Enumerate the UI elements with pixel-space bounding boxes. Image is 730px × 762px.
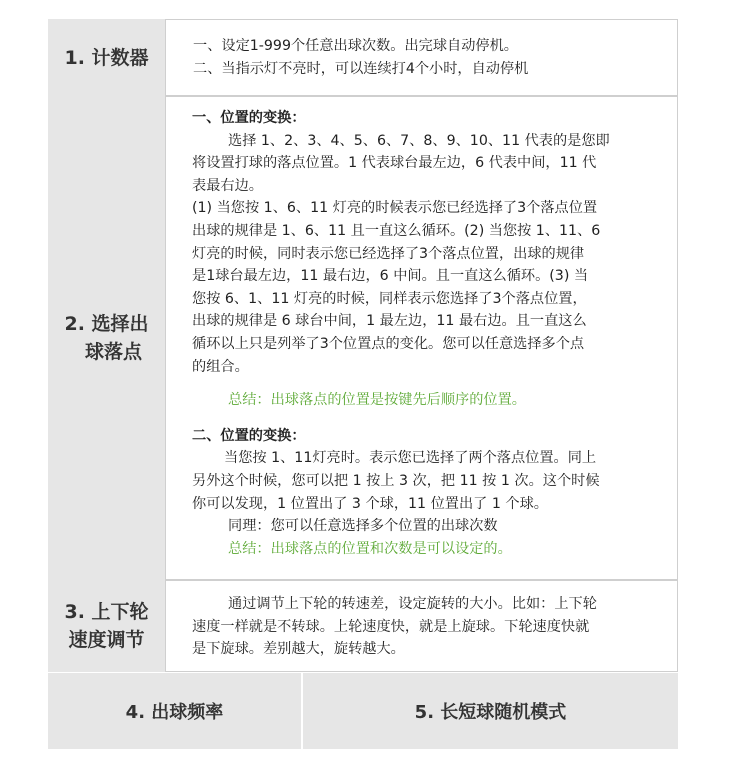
bottom-cell-random-mode	[303, 673, 678, 749]
bottom-cell-label: 4. 出球频率	[125, 702, 224, 723]
row-label-landing-point	[48, 96, 165, 580]
row-content-wheel-speed	[165, 580, 678, 672]
row-label-wheel-speed	[48, 580, 165, 672]
row-label-counter	[48, 19, 165, 96]
row-label-text: 1. 计数器	[64, 46, 149, 69]
text-line: 出球的规律是 1、6、11 且一直这么循环。(2) 当您按 1、11、6	[192, 222, 601, 239]
bottom-cell-label: 5. 长短球随机模式	[414, 702, 567, 723]
section-heading: 一、位置的变换：	[192, 110, 306, 126]
section-heading: 二、位置的变换：	[192, 427, 306, 444]
bottom-cell-frequency	[48, 673, 301, 749]
text-line: 选择 1、2、3、4、5、6、7、8、9、10、11 代表的是您即	[228, 132, 610, 149]
text-line: 一、设定1-999个任意出球次数。出完球自动停机。	[193, 38, 518, 54]
text-line: 您按 6、1、11 灯亮的时候，同样表示您选择了3个落点位置，	[192, 290, 587, 307]
text-line: 循环以上只是列举了3个位置点的变化。您可以任意选择多个点	[192, 335, 585, 352]
row-content-landing-point	[165, 96, 678, 580]
summary-text: 总结：出球落点的位置和次数是可以设定的。	[228, 540, 512, 557]
text-line: 另外这个时候，您可以把 1 按上 3 次，把 11 按 1 次。这个时候	[192, 472, 600, 489]
row-label-text: 速度调节	[68, 629, 145, 651]
text-line: 二、当指示灯不亮时，可以连续打4个小时，自动停机	[193, 60, 529, 77]
summary-text: 总结：出球落点的位置是按键先后顺序的位置。	[228, 392, 526, 409]
row-label-text: 球落点	[84, 341, 142, 363]
text-line: 速度一样就是不转球。上轮速度快，就是上旋球。下轮速度快就	[192, 618, 590, 635]
text-line: 同理：您可以任意选择多个位置的出球次数	[228, 518, 498, 535]
text-line: 当您按 1、11灯亮时。表示您已选择了两个落点位置。同上	[224, 450, 597, 467]
text-line: 是1球台最左边，11 最右边，6 中间。且一直这么循环。(3) 当	[192, 268, 589, 285]
row-label-text: 3. 上下轮	[64, 601, 149, 623]
text-line: 通过调节上下轮的转速差，设定旋转的大小。比如：上下轮	[228, 596, 597, 612]
text-line: 的组合。	[192, 358, 249, 375]
text-line: 将设置打球的落点位置。1 代表球台最左边，6 代表中间，11 代	[192, 155, 597, 172]
text-line: 灯亮的时候，同时表示您已经选择了3个落点位置，出球的规律	[192, 245, 585, 262]
text-line: 是下旋球。差别越大，旋转越大。	[192, 641, 405, 658]
text-line: 你可以发现，1 位置出了 3 个球，11 位置出了 1 个球。	[192, 495, 548, 512]
text-line: 表最右边。	[192, 177, 263, 194]
row-content-counter	[165, 19, 678, 96]
row-label-text: 2. 选择出	[64, 313, 149, 335]
text-line: (1) 当您按 1、6、11 灯亮的时候表示您已经选择了3个落点位置	[192, 200, 598, 217]
text-line: 出球的规律是 6 球台中间，1 最左边，11 最右边。且一直这么	[192, 313, 587, 330]
